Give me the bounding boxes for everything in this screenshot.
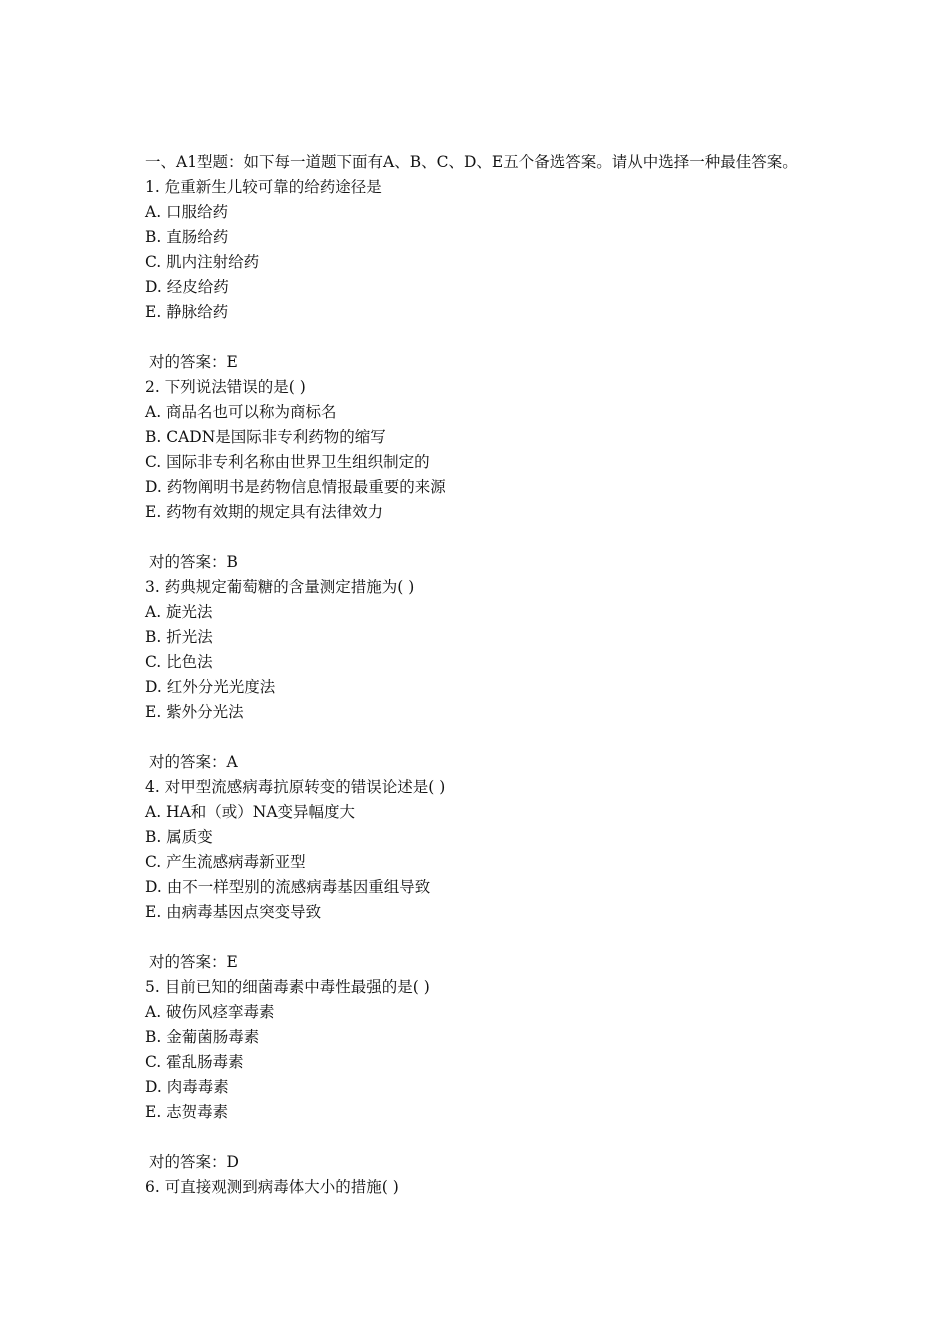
correct-answer: 对的答案：E xyxy=(149,353,238,371)
option-e: E. 志贺毒素 xyxy=(145,1103,229,1121)
option-b: B. 属质变 xyxy=(145,828,213,846)
question-stem: 6. 可直接观测到病毒体大小的措施( ) xyxy=(145,1178,399,1196)
option-c: C. 产生流感病毒新亚型 xyxy=(145,853,306,871)
option-b: B. 直肠给药 xyxy=(145,228,229,246)
question-6 xyxy=(145,1175,810,1200)
option-c: C. 霍乱肠毒素 xyxy=(145,1053,244,1071)
correct-answer: 对的答案：D xyxy=(149,1153,239,1171)
option-d: D. 红外分光光度法 xyxy=(145,678,276,696)
option-e: E. 紫外分光法 xyxy=(145,703,244,721)
spacer xyxy=(145,525,810,550)
question-stem: 1. 危重新生儿较可靠的给药途径是 xyxy=(145,178,382,196)
spacer xyxy=(145,1125,810,1150)
question-stem: 5. 目前已知的细菌毒素中毒性最强的是( ) xyxy=(145,978,430,996)
option-b: B. 金葡菌肠毒素 xyxy=(145,1028,260,1046)
correct-answer: 对的答案：B xyxy=(149,553,238,571)
option-d: D. 经皮给药 xyxy=(145,278,229,296)
spacer xyxy=(145,725,810,750)
option-c: C. 比色法 xyxy=(145,653,213,671)
question-1 xyxy=(145,175,810,375)
option-e: E. 由病毒基因点突变导致 xyxy=(145,903,322,921)
option-a: A. HA和（或）NA变异幅度大 xyxy=(145,803,356,821)
option-a: A. 破伤风痉挛毒素 xyxy=(145,1003,275,1021)
question-stem: 2. 下列说法错误的是( ) xyxy=(145,378,306,396)
option-a: A. 商品名也可以称为商标名 xyxy=(145,403,337,421)
option-d: D. 由不一样型别的流感病毒基因重组导致 xyxy=(145,878,431,896)
option-d: D. 药物阐明书是药物信息情报最重要的来源 xyxy=(145,478,446,496)
option-e: E. 静脉给药 xyxy=(145,303,229,321)
document-page xyxy=(145,150,810,1200)
section-intro: 一、A1型题：如下每一道题下面有A、B、C、D、E五个备选答案。请从中选择一种最佳答案。 xyxy=(145,153,798,171)
option-c: C. 肌内注射给药 xyxy=(145,253,260,271)
option-a: A. 旋光法 xyxy=(145,603,213,621)
option-e: E. 药物有效期的规定具有法律效力 xyxy=(145,503,384,521)
question-3 xyxy=(145,575,810,775)
correct-answer: 对的答案：A xyxy=(149,753,238,771)
correct-answer: 对的答案：E xyxy=(149,953,238,971)
question-stem: 3. 药典规定葡萄糖的含量测定措施为( ) xyxy=(145,578,415,596)
option-a: A. 口服给药 xyxy=(145,203,229,221)
question-4 xyxy=(145,775,810,975)
spacer xyxy=(145,925,810,950)
question-stem: 4. 对甲型流感病毒抗原转变的错误论述是( ) xyxy=(145,778,446,796)
question-5 xyxy=(145,975,810,1175)
spacer xyxy=(145,325,810,350)
option-b: B. 折光法 xyxy=(145,628,213,646)
option-c: C. 国际非专利名称由世界卫生组织制定的 xyxy=(145,453,430,471)
question-2 xyxy=(145,375,810,575)
option-b: B. CADN是国际非专利药物的缩写 xyxy=(145,428,386,446)
option-d: D. 肉毒毒素 xyxy=(145,1078,229,1096)
